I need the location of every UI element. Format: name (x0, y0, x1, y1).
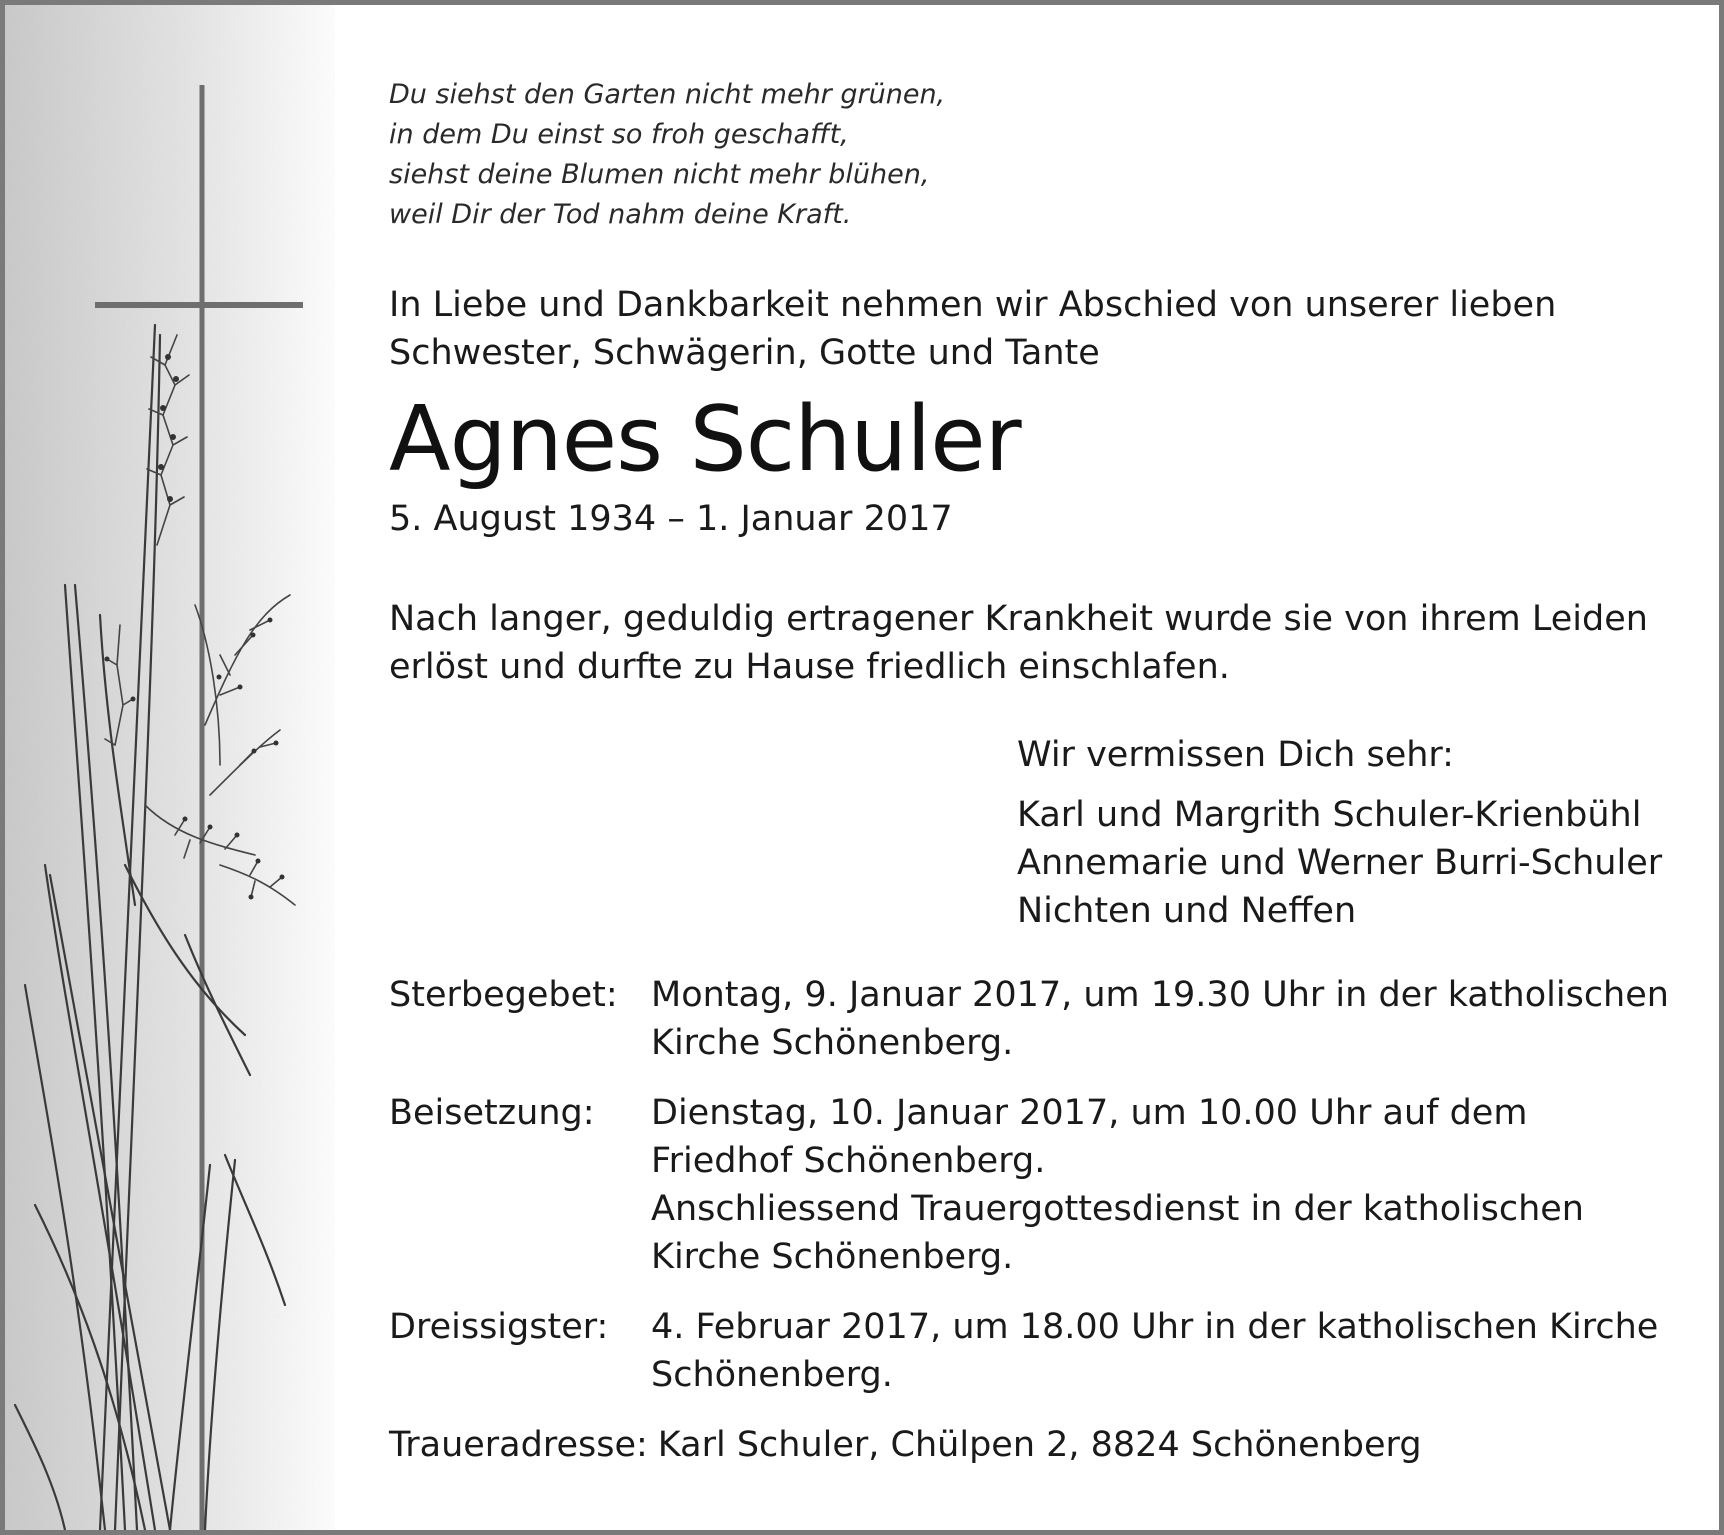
event-label: Beisetzung: (389, 1093, 595, 1133)
family-member: Nichten und Neffen (1017, 891, 1357, 931)
poem-line: Du siehst den Garten nicht mehr grünen, (389, 79, 946, 110)
event-dreissigster (389, 1303, 1679, 1399)
obituary-content (389, 75, 1679, 1469)
event-line: Kirche Schönenberg. (651, 1237, 1014, 1277)
intro-text (389, 281, 1679, 377)
poem-line: in dem Du einst so froh geschafft, (389, 119, 849, 150)
event-sterbegebet (389, 971, 1679, 1067)
family-member: Annemarie und Werner Burri-Schuler (1017, 843, 1663, 883)
passing-notice (389, 595, 1679, 691)
notice-line: erlöst und durfte zu Hause friedlich einschlafen. (389, 647, 1230, 687)
event-details (651, 971, 1669, 1067)
event-line: Montag, 9. Januar 2017, um 19.30 Uhr in der katholischen (651, 975, 1669, 1015)
poem (389, 75, 1029, 235)
life-dates: 5. August 1934 – 1. Januar 2017 (389, 499, 953, 539)
notice-line: Nach langer, geduldig ertragener Krankheit wurde sie von ihrem Leiden (389, 599, 1648, 639)
address-value: Karl Schuler, Chülpen 2, 8824 Schönenberg (657, 1425, 1422, 1465)
intro-line: In Liebe und Dankbarkeit nehmen wir Abschied von unserer lieben (389, 285, 1557, 325)
family-heading: Wir vermissen Dich sehr: (1017, 735, 1454, 775)
family-signature (1017, 731, 1679, 935)
event-details (651, 1089, 1584, 1281)
event-line: Schönenberg. (651, 1355, 893, 1395)
event-label: Dreissigster: (389, 1307, 609, 1347)
event-schedule (389, 971, 1679, 1399)
poem-line: siehst deine Blumen nicht mehr blühen, (389, 159, 930, 190)
event-label: Sterbegebet: (389, 975, 618, 1015)
event-line: Anschliessend Trauergottesdienst in der katholischen (651, 1189, 1584, 1229)
event-line: Dienstag, 10. Januar 2017, um 10.00 Uhr auf dem (651, 1093, 1528, 1133)
deceased-name: Agnes Schuler (389, 387, 1021, 492)
event-details (651, 1303, 1658, 1399)
cross-grass-illustration-icon (5, 5, 335, 1530)
address-label: Traueradresse: (389, 1425, 648, 1465)
poem-line: weil Dir der Tod nahm deine Kraft. (389, 199, 852, 230)
event-beisetzung (389, 1089, 1679, 1281)
event-line: Friedhof Schönenberg. (651, 1141, 1046, 1181)
intro-line: Schwester, Schwägerin, Gotte und Tante (389, 333, 1100, 373)
mourning-address (389, 1421, 1679, 1469)
event-line: 4. Februar 2017, um 18.00 Uhr in der katholischen Kirche (651, 1307, 1659, 1347)
family-member: Karl und Margrith Schuler-Krienbühl (1017, 795, 1642, 835)
event-line: Kirche Schönenberg. (651, 1023, 1014, 1063)
